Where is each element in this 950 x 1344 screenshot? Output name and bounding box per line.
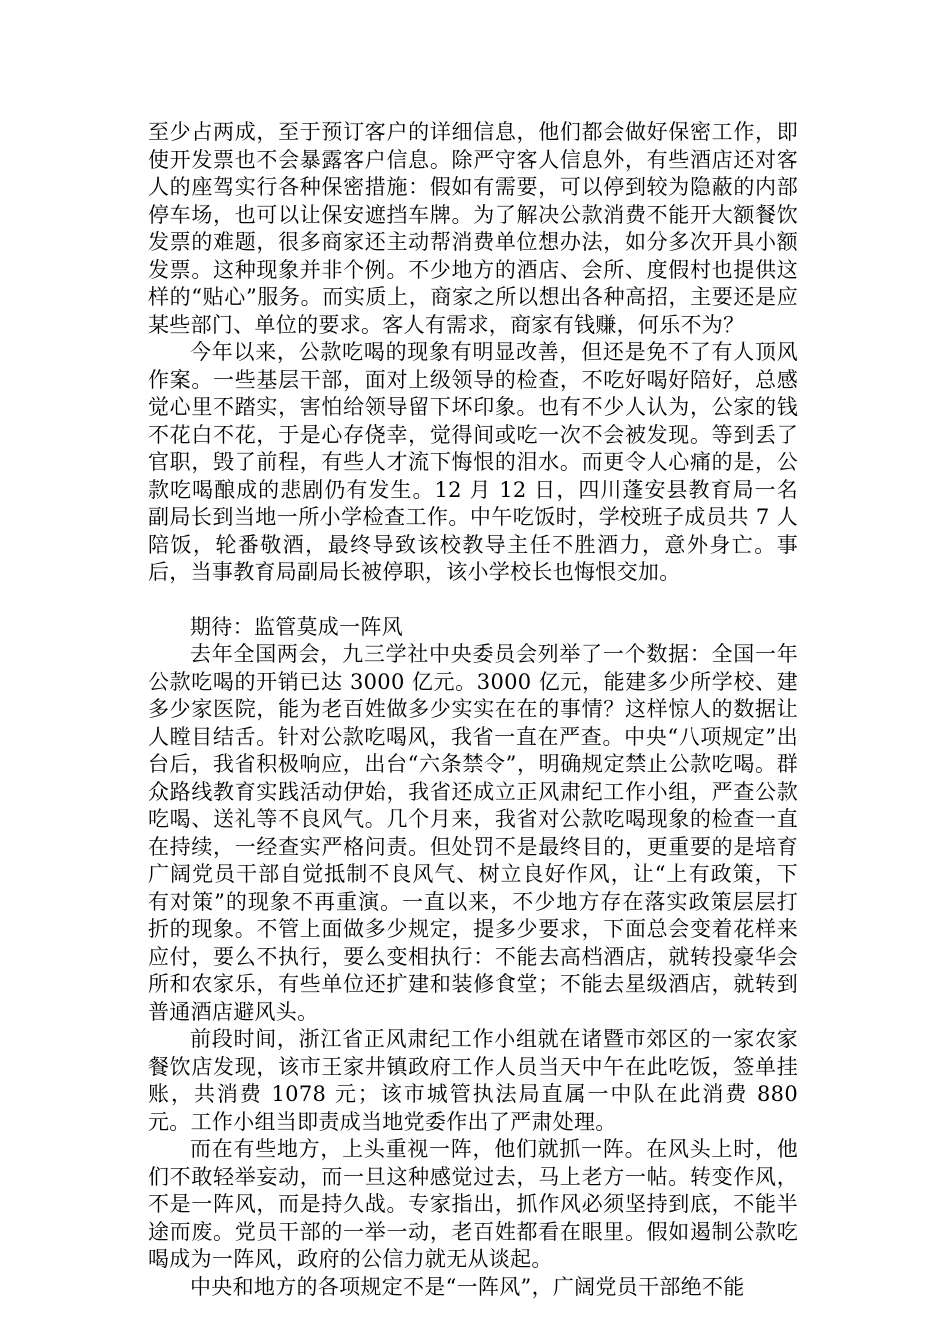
paragraph-3: 去年全国两会，九三学社中央委员会列举了一个数据：全国一年公款吃喝的开销已达 3000 亿元。3000 亿元，能建多少所学校、建多少家医院，能为老百姓做多少实实在在的事情？这样惊人的数据让人瞠目结舌。针对公款吃喝风，我省一直在严查。中央“八项规定”出台后，我省积极响应，出台“六条禁令”，明确规定禁止公款吃喝。群众路线教育实践活动伊始，我省还成立正风肃纪工作小组，严查公款吃喝、送礼等不良风气。几个月来，我省对公款吃喝现象的检查一直在持续，一经查实严格问责。但处罚不是最终目的，更重要的是培育广阔党员干部自觉抵制不良风气、树立良好作风，让“上有政策，下有对策”的现象不再重演。一直以来，不少地方存在落实政策层层打折的现象。不管上面做多少规定，提多少要求，下面总会变着花样来应付，要么不执行，要么变相执行：不能去高档酒店，就转投豪华会所和农家乐，有些单位还扩建和装修食堂；不能去星级酒店，就转到普通酒店避风头。 (148, 642, 798, 1024)
paragraph-6: 中央和地方的各项规定不是“一阵风”，广阔党员干部绝不能 (190, 1274, 745, 1299)
section-gap (148, 587, 798, 614)
document-page (148, 119, 798, 1301)
paragraph-1: 至少占两成，至于预订客户的详细信息，他们都会做好保密工作，即使开发票也不会暴露客户信息。除严守客人信息外，有些酒店还对客人的座驾实行各种保密措施：假如有需要，可以停到较为隐蔽的内部停车场，也可以让保安遮挡车牌。为了解决公款消费不能开大额餐饮发票的难题，很多商家还主动帮消费单位想办法，如分多次开具小额发票。这种现象并非个例。不少地方的酒店、会所、度假村也提供这样的“贴心”服务。而实质上，商家之所以想出各种高招，主要还是应某些部门、单位的要求。客人有需求，商家有钱赚，何乐不为？ (148, 120, 798, 337)
paragraph-2: 今年以来，公款吃喝的现象有明显改善，但还是免不了有人顶风作案。一些基层干部，面对上级领导的检查，不吃好喝好陪好，总感觉心里不踏实，害怕给领导留下坏印象。也有不少人认为，公家的钱不花白不花，于是心存侥幸，觉得间或吃一次不会被发现。等到丢了官职，毁了前程，有些人才流下悔恨的泪水。而更令人心痛的是，公款吃喝酿成的悲剧仍有发生。12 月 12 日，四川蓬安县教育局一名副局长到当地一所小学检查工作。中午吃饭时，学校班子成员共 7 人陪饭，轮番敬酒，最终导致该校教导主任不胜酒力，意外身亡。事后，当事教育局副局长被停职，该小学校长也悔恨交加。 (148, 340, 798, 584)
section-heading: 期待：监管莫成一阵风 (190, 614, 403, 639)
paragraph-5: 而在有些地方，上头重视一阵，他们就抓一阵。在风头上时，他们不敢轻举妄动，而一旦这种感觉过去，马上老方一帖。转变作风，不是一阵风，而是持久战。专家指出，抓作风必须坚持到底，不能半途而废。党员干部的一举一动，老百姓都看在眼里。假如遏制公款吃喝成为一阵风，政府的公信力就无从谈起。 (148, 1137, 798, 1271)
paragraph-4: 前段时间，浙江省正风肃纪工作小组就在诸暨市郊区的一家农家餐饮店发现，该市王家井镇政府工作人员当天中午在此吃饭，签单挂账，共消费 1078 元；该市城管执法局直属一中队在此消费 880 元。工作小组当即责成当地党委作出了严肃处理。 (148, 1027, 798, 1134)
